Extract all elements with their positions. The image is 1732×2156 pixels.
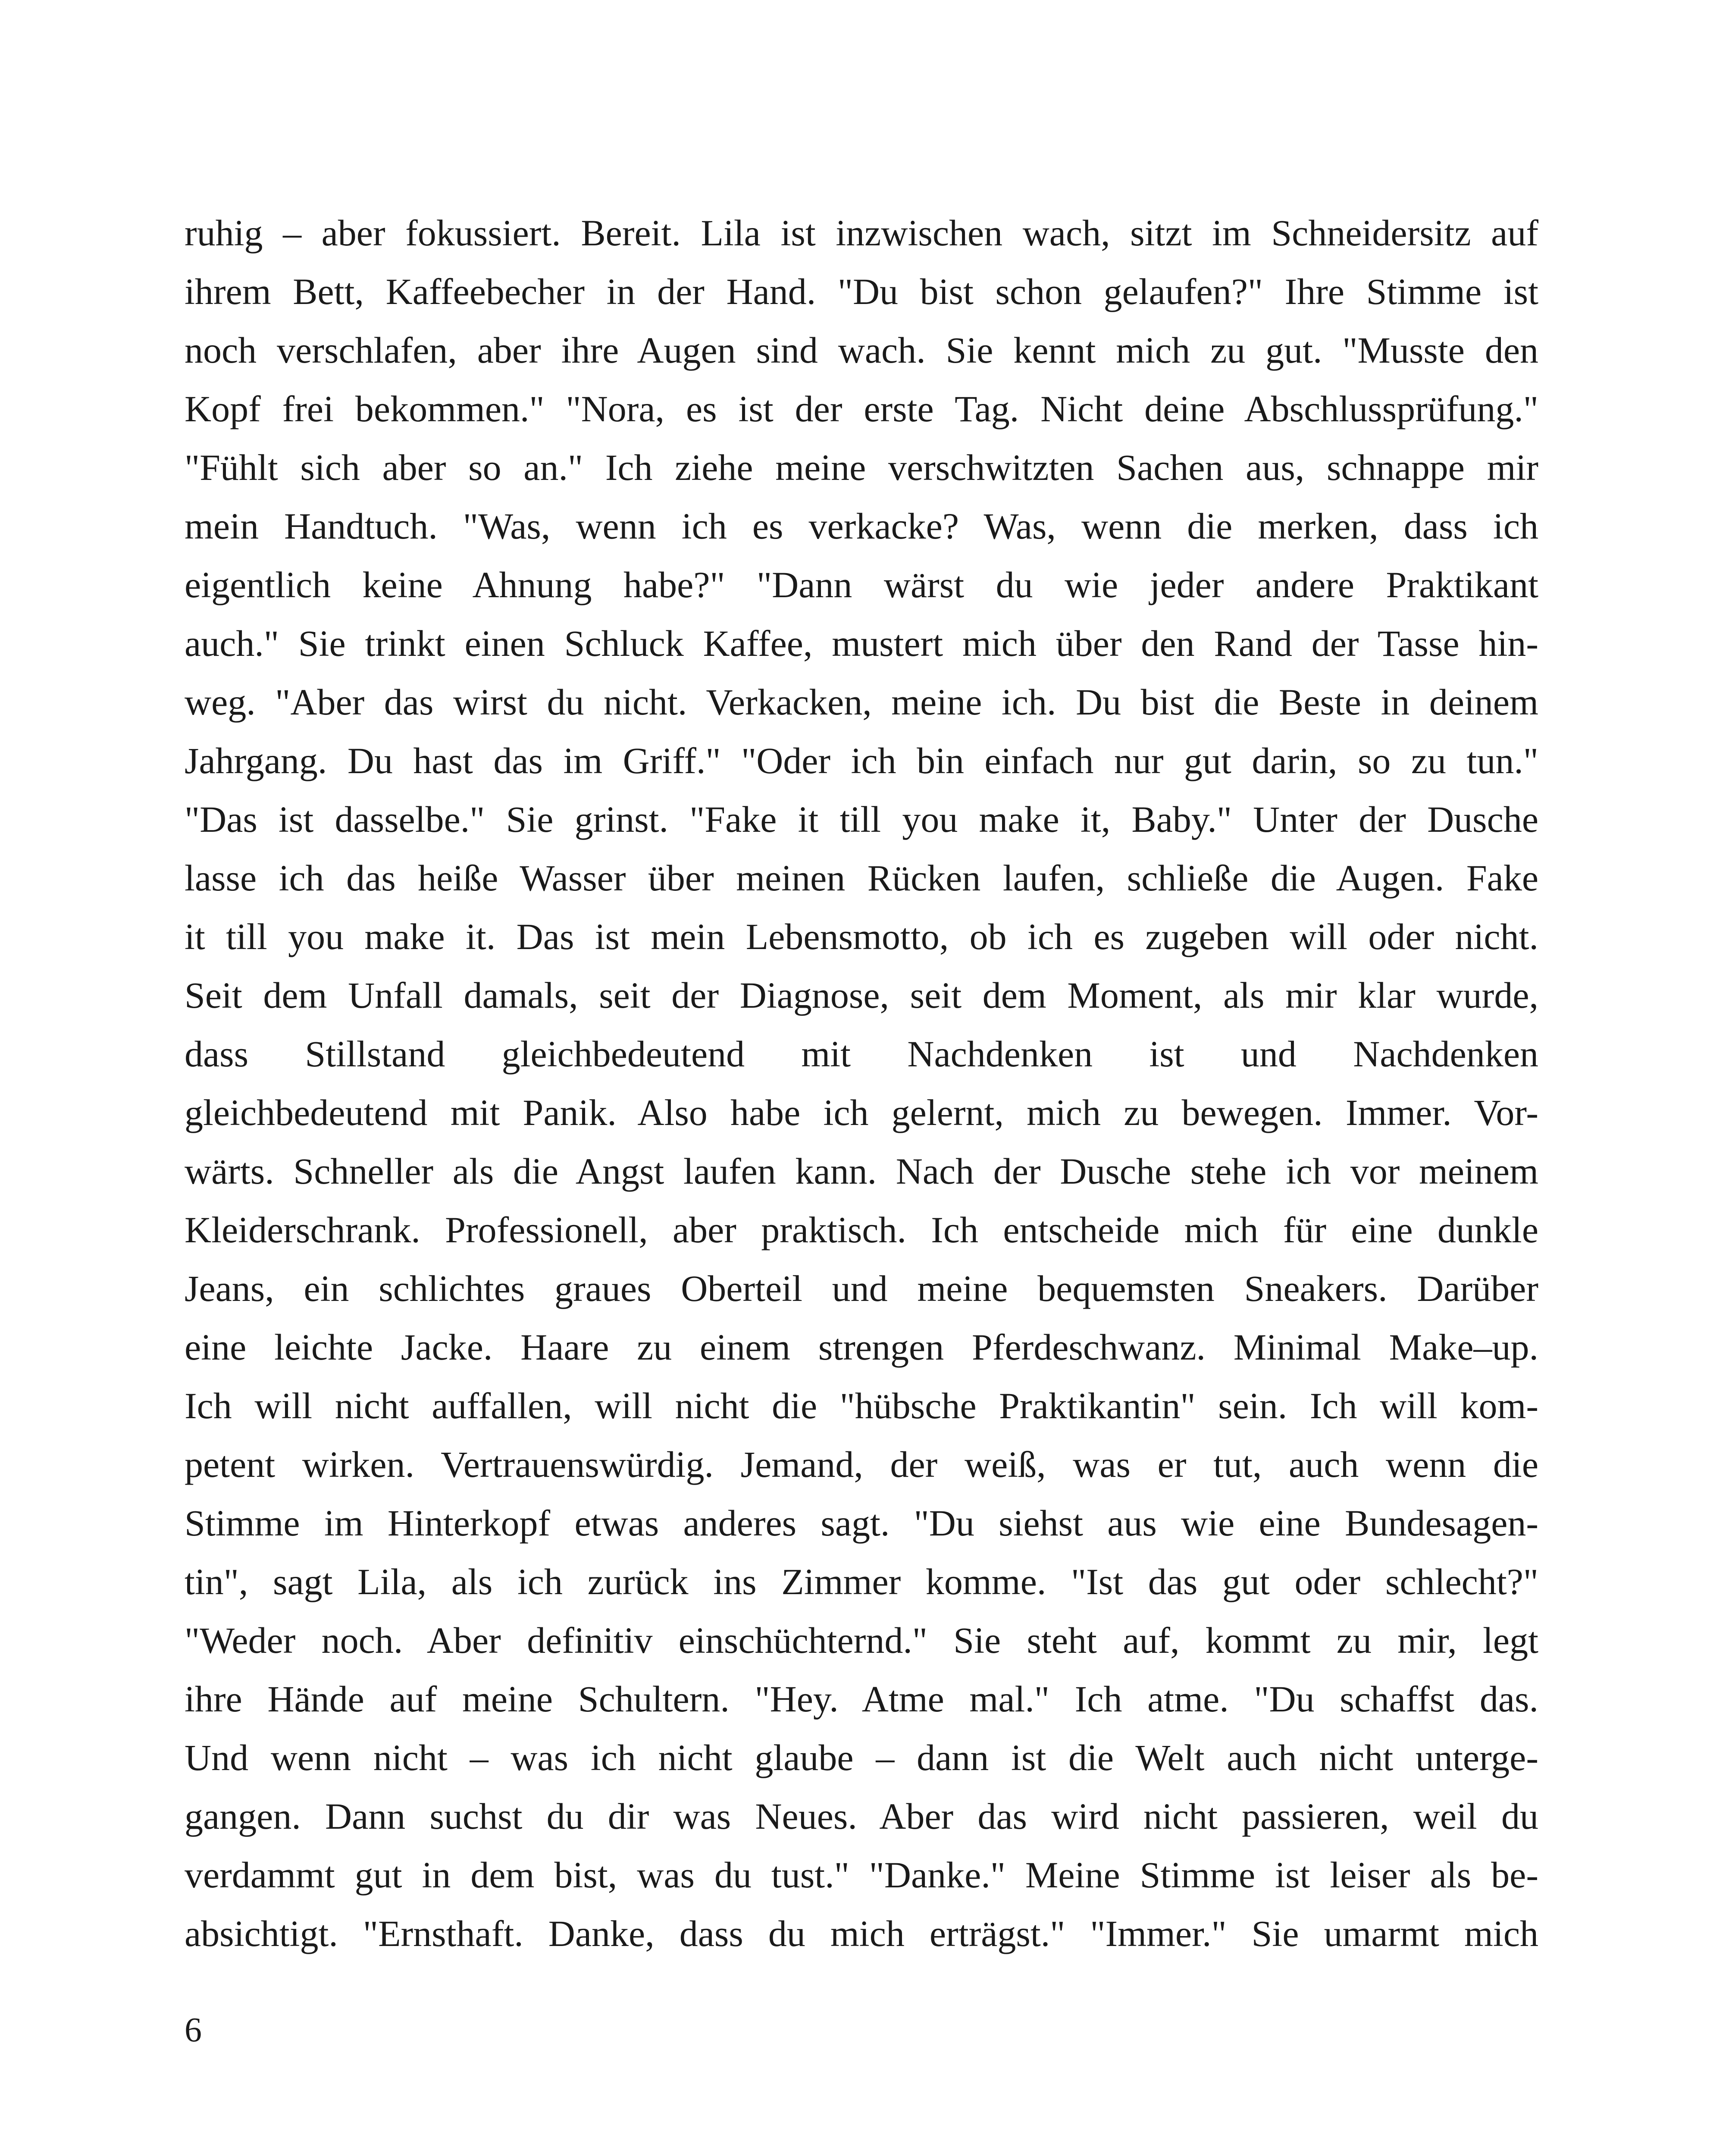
page-number: 6 xyxy=(185,2011,202,2049)
text-line: tin", sagt Lila, als ich zurück ins Zimmer komme. "Ist das gut oder schlecht?" xyxy=(185,1561,1538,1602)
text-line: ruhig – aber fokussiert. Bereit. Lila ist inzwischen wach, sitzt im Schneidersitz auf xyxy=(185,212,1538,254)
text-line: Und wenn nicht – was ich nicht glaube – dann ist die Welt auch nicht unterge- xyxy=(185,1737,1538,1778)
text-line: Jahrgang. Du hast das im Griff." "Oder ich bin einfach nur gut darin, so zu tun." xyxy=(185,740,1538,781)
text-line: dass Stillstand gleichbedeutend mit Nachdenken ist und Nachdenken xyxy=(185,1033,1538,1075)
text-line: Kleiderschrank. Professionell, aber praktisch. Ich entscheide mich für eine dunkle xyxy=(185,1209,1538,1250)
text-line: Seit dem Unfall damals, seit der Diagnose, seit dem Moment, als mir klar wurde, xyxy=(185,975,1538,1016)
text-line: verdammt gut in dem bist, was du tust." "Danke." Meine Stimme ist leiser als be- xyxy=(185,1854,1538,1896)
body-text xyxy=(185,204,1538,1963)
text-line: it till you make it. Das ist mein Lebensmotto, ob ich es zugeben will oder nicht. xyxy=(185,916,1538,957)
text-line: "Fühlt sich aber so an." Ich ziehe meine verschwitzten Sachen aus, schnappe mir xyxy=(185,447,1538,488)
text-line: ihre Hände auf meine Schultern. "Hey. Atme mal." Ich atme. "Du schaffst das. xyxy=(185,1678,1538,1720)
text-line: lasse ich das heiße Wasser über meinen Rücken laufen, schließe die Augen. Fake xyxy=(185,857,1538,899)
text-line: "Das ist dasselbe." Sie grinst. "Fake it till you make it, Baby." Unter der Dusche xyxy=(185,799,1538,840)
text-line: petent wirken. Vertrauenswürdig. Jemand, der weiß, was er tut, auch wenn die xyxy=(185,1444,1538,1485)
text-line: Ich will nicht auffallen, will nicht die "hübsche Praktikantin" sein. Ich will kom- xyxy=(185,1385,1538,1426)
text-line: auch." Sie trinkt einen Schluck Kaffee, mustert mich über den Rand der Tasse hin- xyxy=(185,623,1538,664)
text-line: "Weder noch. Aber definitiv einschüchternd." Sie steht auf, kommt zu mir, legt xyxy=(185,1620,1538,1661)
text-line: eigentlich keine Ahnung habe?" "Dann wärst du wie jeder andere Praktikant xyxy=(185,564,1538,605)
text-line: Stimme im Hinterkopf etwas anderes sagt. "Du siehst aus wie eine Bundesagen- xyxy=(185,1502,1538,1544)
text-line: ihrem Bett, Kaffeebecher in der Hand. "Du bist schon gelaufen?" Ihre Stimme ist xyxy=(185,271,1538,312)
text-line: absichtigt. "Ernsthaft. Danke, dass du mich erträgst." "Immer." Sie umarmt mich xyxy=(185,1913,1538,1954)
text-line: mein Handtuch. "Was, wenn ich es verkacke? Was, wenn die merken, dass ich xyxy=(185,505,1538,547)
text-line: Kopf frei bekommen." "Nora, es ist der erste Tag. Nicht deine Abschlussprüfung." xyxy=(185,388,1538,429)
text-line: weg. "Aber das wirst du nicht. Verkacken, meine ich. Du bist die Beste in deinem xyxy=(185,681,1538,723)
text-line: eine leichte Jacke. Haare zu einem strengen Pferdeschwanz. Minimal Make–up. xyxy=(185,1326,1538,1368)
text-line: gangen. Dann suchst du dir was Neues. Aber das wird nicht passieren, weil du xyxy=(185,1796,1538,1837)
text-line: noch verschlafen, aber ihre Augen sind wach. Sie kennt mich zu gut. "Musste den xyxy=(185,329,1538,371)
text-line: wärts. Schneller als die Angst laufen kann. Nach der Dusche stehe ich vor meinem xyxy=(185,1150,1538,1192)
text-line: gleichbedeutend mit Panik. Also habe ich gelernt, mich zu bewegen. Immer. Vor- xyxy=(185,1092,1538,1133)
text-line: Jeans, ein schlichtes graues Oberteil und meine bequemsten Sneakers. Darüber xyxy=(185,1268,1538,1309)
